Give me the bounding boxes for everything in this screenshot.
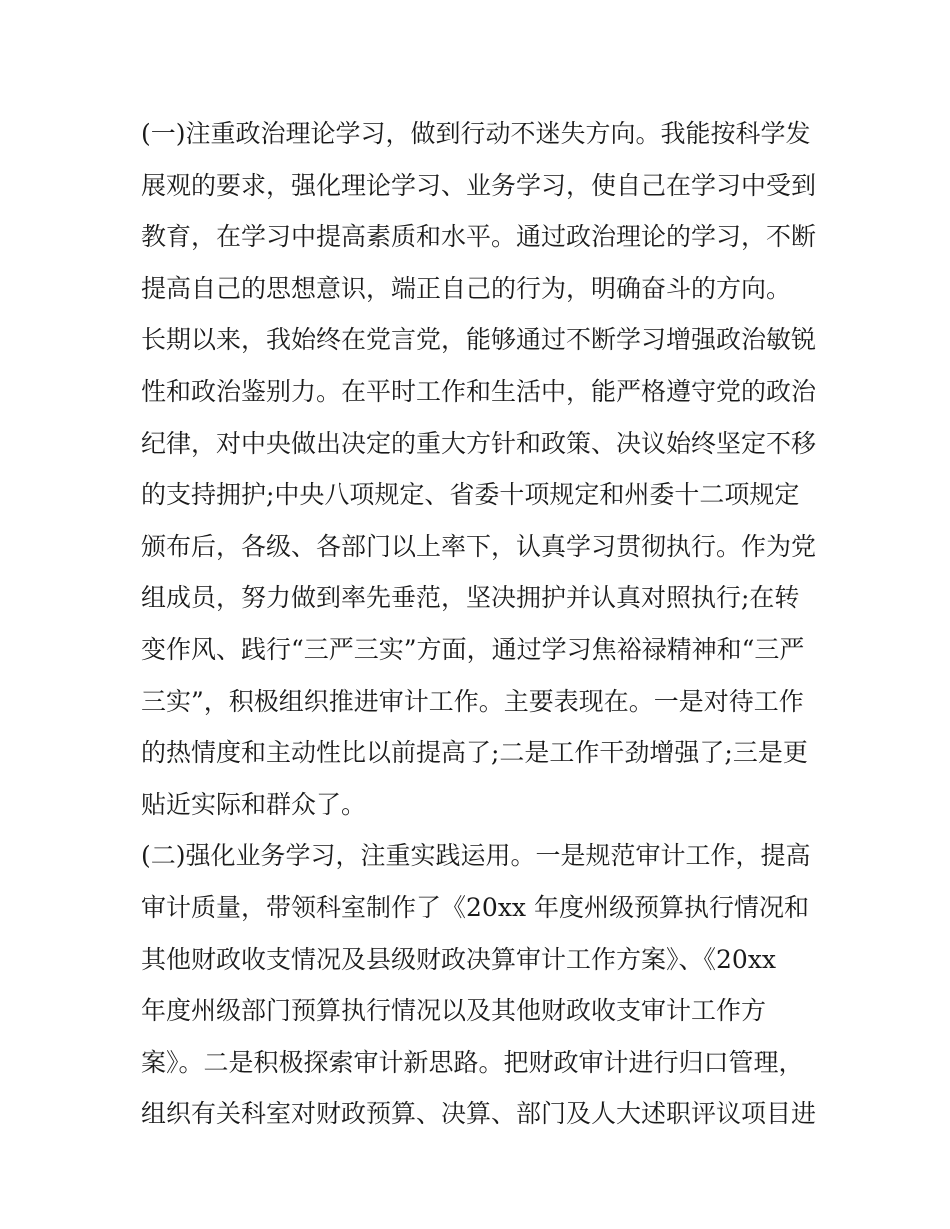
text-line: 纪律，对中央做出决定的重大方针和政策、决议始终坚定不移 xyxy=(141,428,817,458)
text-line: (二)强化业务学习，注重实践运用。一是规范审计工作，提高 xyxy=(141,841,811,871)
text-line: 组成员，努力做到率先垂范，坚决拥护并认真对照执行;在转 xyxy=(141,583,800,613)
text-line: (一)注重政治理论学习，做到行动不迷失方向。我能按科学发 xyxy=(141,119,811,148)
text-line: 审计质量，带领科室制作了《20xx 年度州级预算执行情况和 xyxy=(141,892,809,922)
document-body xyxy=(141,108,841,1140)
text-line: 年度州级部门预算执行情况以及其他财政收支审计工作方 xyxy=(141,996,767,1026)
text-line: 变作风、践行“三严三实”方面，通过学习焦裕禄精神和“三严 xyxy=(141,634,805,664)
text-line: 其他财政收支情况及县级财政决算审计工作方案》、《20xx xyxy=(141,944,777,974)
text-line: 提高自己的思想意识，端正自己的行为，明确奋斗的方向。 xyxy=(141,273,792,303)
text-line: 的热情度和主动性比以前提高了;二是工作干劲增强了;三是更 xyxy=(141,738,808,768)
text-line: 展观的要求，强化理论学习、业务学习，使自己在学习中受到 xyxy=(141,170,817,200)
text-line: 三实”，积极组织推进审计工作。主要表现在。一是对待工作 xyxy=(141,686,804,716)
text-line: 性和政治鉴别力。在平时工作和生活中，能严格遵守党的政治 xyxy=(141,376,817,406)
text-line: 组织有关科室对财政预算、决算、部门及人大述职评议项目进 xyxy=(141,1099,817,1129)
text-line: 案》。二是积极探索审计新思路。把财政审计进行归口管理， xyxy=(141,1047,804,1077)
text-line: 颁布后，各级、各部门以上率下，认真学习贯彻执行。作为党 xyxy=(141,531,817,561)
text-line: 贴近实际和群众了。 xyxy=(141,789,367,819)
text-line: 教育，在学习中提高素质和水平。通过政治理论的学习，不断 xyxy=(141,222,817,252)
text-line: 的支持拥护;中央八项规定、省委十项规定和州委十二项规定 xyxy=(141,480,800,510)
text-line: 长期以来，我始终在党言党，能够通过不断学习增强政治敏锐 xyxy=(141,325,817,355)
